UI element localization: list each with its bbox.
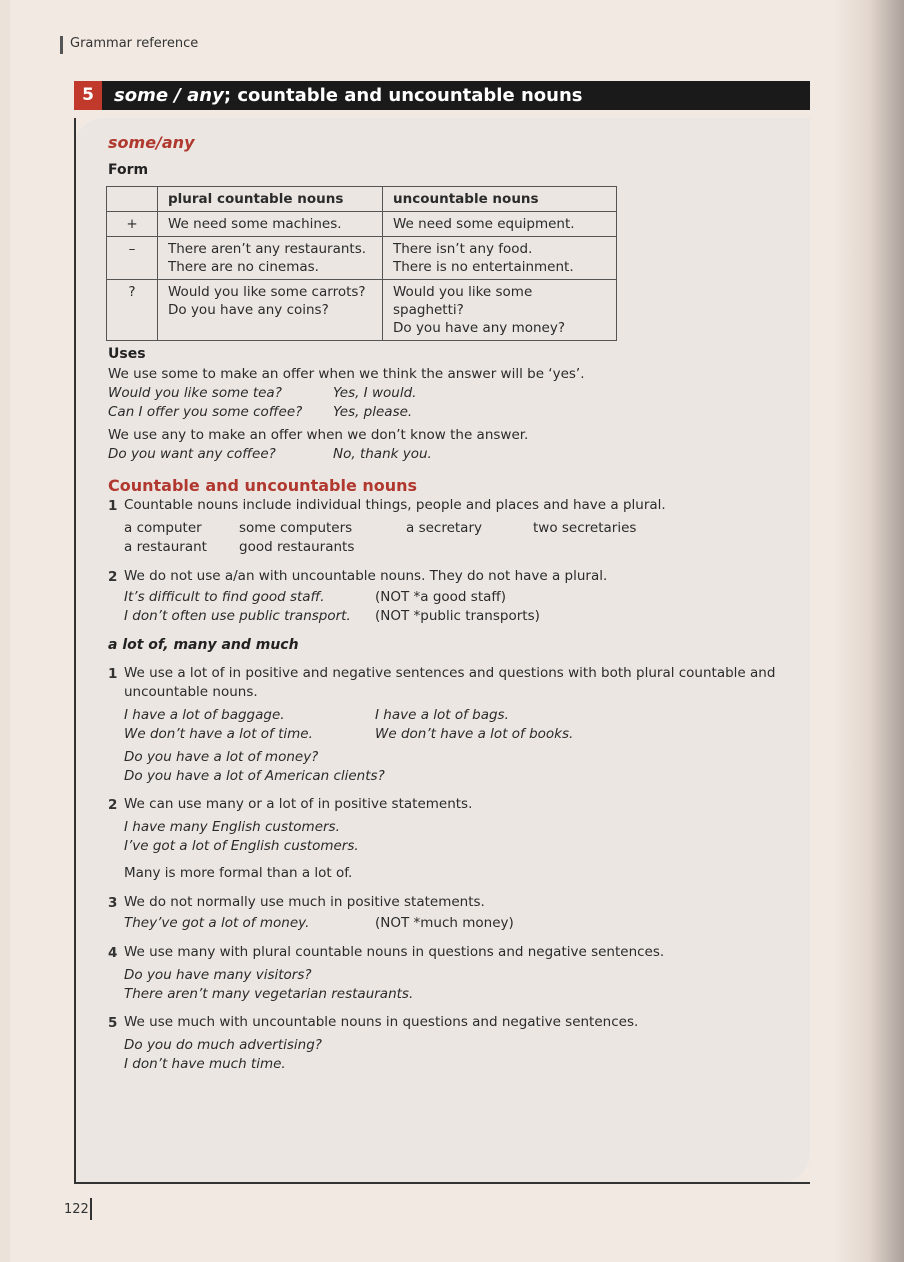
uses-label: Uses (108, 346, 146, 362)
example-some-a: Would you like some tea? (108, 385, 282, 401)
example-text: I’ve got a lot of English customers. (124, 838, 359, 854)
page-number: 122 (64, 1202, 89, 1217)
item-number: 5 (108, 1015, 118, 1031)
example-text: Do you have a lot of money? (124, 749, 319, 765)
countable-point-2: We do not use a/an with uncountable nouns. They do not have a plural. (124, 568, 608, 584)
table-row (107, 280, 617, 341)
example-note: (NOT *much money) (375, 915, 514, 931)
item-number: 2 (108, 797, 118, 813)
section-title-italic: some / any (114, 85, 224, 106)
page-binding-shadow (834, 0, 904, 1262)
grid-cell: some computers (239, 520, 353, 536)
table-cell-text: Would you like some spaghetti? (393, 284, 533, 318)
section-number: 5 (74, 81, 102, 110)
table-cell (158, 280, 383, 341)
item-number: 3 (108, 895, 118, 911)
example-text: We don’t have a lot of time. (124, 726, 313, 742)
example-text: I have a lot of baggage. (124, 707, 285, 723)
item-number: 2 (108, 569, 118, 585)
grid-cell: a computer (124, 520, 202, 536)
page-left-margin (0, 0, 10, 1262)
item-number: 4 (108, 945, 118, 961)
table-header-plural: plural countable nouns (158, 187, 383, 212)
section-title-band (74, 81, 810, 110)
table-cell (158, 212, 383, 237)
form-label: Form (108, 162, 149, 178)
panel-left-rule (74, 118, 76, 1183)
item-number: 1 (108, 498, 118, 514)
alot-point-5: We use much with uncountable nouns in questions and negative sentences. (124, 1014, 639, 1030)
running-header: Grammar reference (70, 36, 199, 51)
table-cell-text: There are no cinemas. (168, 259, 319, 275)
section-title (114, 81, 582, 110)
table-cell-text: Do you have any coins? (168, 302, 329, 318)
grid-cell: good restaurants (239, 539, 355, 555)
example-any-b: No, thank you. (333, 446, 432, 462)
grid-cell: a restaurant (124, 539, 207, 555)
table-symbol: + (107, 212, 158, 237)
example-some-d: Yes, please. (333, 404, 413, 420)
alot-point-1a: We use a lot of in positive and negative sentences and questions with both plural countable and (124, 665, 776, 681)
example-staff-note: (NOT *a good staff) (375, 589, 506, 605)
table-cell-text: Do you have any money? (393, 320, 565, 336)
table-row (107, 237, 617, 280)
example-transport: I don’t often use public transport. (124, 608, 351, 624)
table-header-row (107, 187, 617, 212)
example-text: They’ve got a lot of money. (124, 915, 310, 931)
example-text: I have a lot of bags. (375, 707, 509, 723)
example-text: We don’t have a lot of books. (375, 726, 574, 742)
alot-point-3: We do not normally use much in positive statements. (124, 894, 485, 910)
uses-text-some: We use some to make an offer when we think the answer will be ‘yes’. (108, 366, 585, 382)
countable-heading: Countable and uncountable nouns (108, 476, 418, 495)
header-rule (60, 36, 63, 54)
table-cell-text: There isn’t any food. (393, 241, 533, 257)
table-symbol: – (107, 237, 158, 280)
alot-point-1b: uncountable nouns. (124, 684, 258, 700)
example-some-b: Yes, I would. (333, 385, 417, 401)
alot-heading: a lot of, many and much (108, 637, 299, 653)
some-any-heading: some/any (108, 133, 195, 152)
table-cell-text: There is no entertainment. (393, 259, 574, 275)
table-cell (383, 212, 617, 237)
table-cell-text: There aren’t any restaurants. (168, 241, 367, 257)
countable-point-1: Countable nouns include individual things, people and places and have a plural. (124, 497, 666, 513)
alot-note: Many is more formal than a lot of. (124, 865, 353, 881)
table-cell (107, 187, 158, 212)
table-cell (383, 237, 617, 280)
page-number-rule (90, 1198, 92, 1220)
panel-bottom-rule (74, 1182, 810, 1184)
item-number: 1 (108, 666, 118, 682)
table-cell-text: We need some equipment. (393, 216, 575, 232)
table-cell-text: We need some machines. (168, 216, 342, 232)
example-transport-note: (NOT *public transports) (375, 608, 540, 624)
example-text: I don’t have much time. (124, 1056, 286, 1072)
form-table (106, 186, 617, 341)
example-some-c: Can I offer you some coffee? (108, 404, 303, 420)
table-row (107, 212, 617, 237)
example-text: Do you do much advertising? (124, 1037, 322, 1053)
table-cell (383, 280, 617, 341)
table-header-uncountable: uncountable nouns (383, 187, 617, 212)
uses-text-any: We use any to make an offer when we don’t know the answer. (108, 427, 529, 443)
example-text: Do you have many visitors? (124, 967, 312, 983)
alot-point-4: We use many with plural countable nouns in questions and negative sentences. (124, 944, 665, 960)
alot-point-2: We can use many or a lot of in positive statements. (124, 796, 473, 812)
section-title-rest: ; countable and uncountable nouns (223, 85, 583, 106)
grid-cell: a secretary (406, 520, 482, 536)
table-cell-text: Would you like some carrots? (168, 284, 366, 300)
example-text: There aren’t many vegetarian restaurants. (124, 986, 414, 1002)
example-staff: It’s difficult to find good staff. (124, 589, 325, 605)
table-cell (158, 237, 383, 280)
example-text: Do you have a lot of American clients? (124, 768, 385, 784)
example-any-a: Do you want any coffee? (108, 446, 276, 462)
table-symbol: ? (107, 280, 158, 341)
grid-cell: two secretaries (533, 520, 637, 536)
example-text: I have many English customers. (124, 819, 340, 835)
